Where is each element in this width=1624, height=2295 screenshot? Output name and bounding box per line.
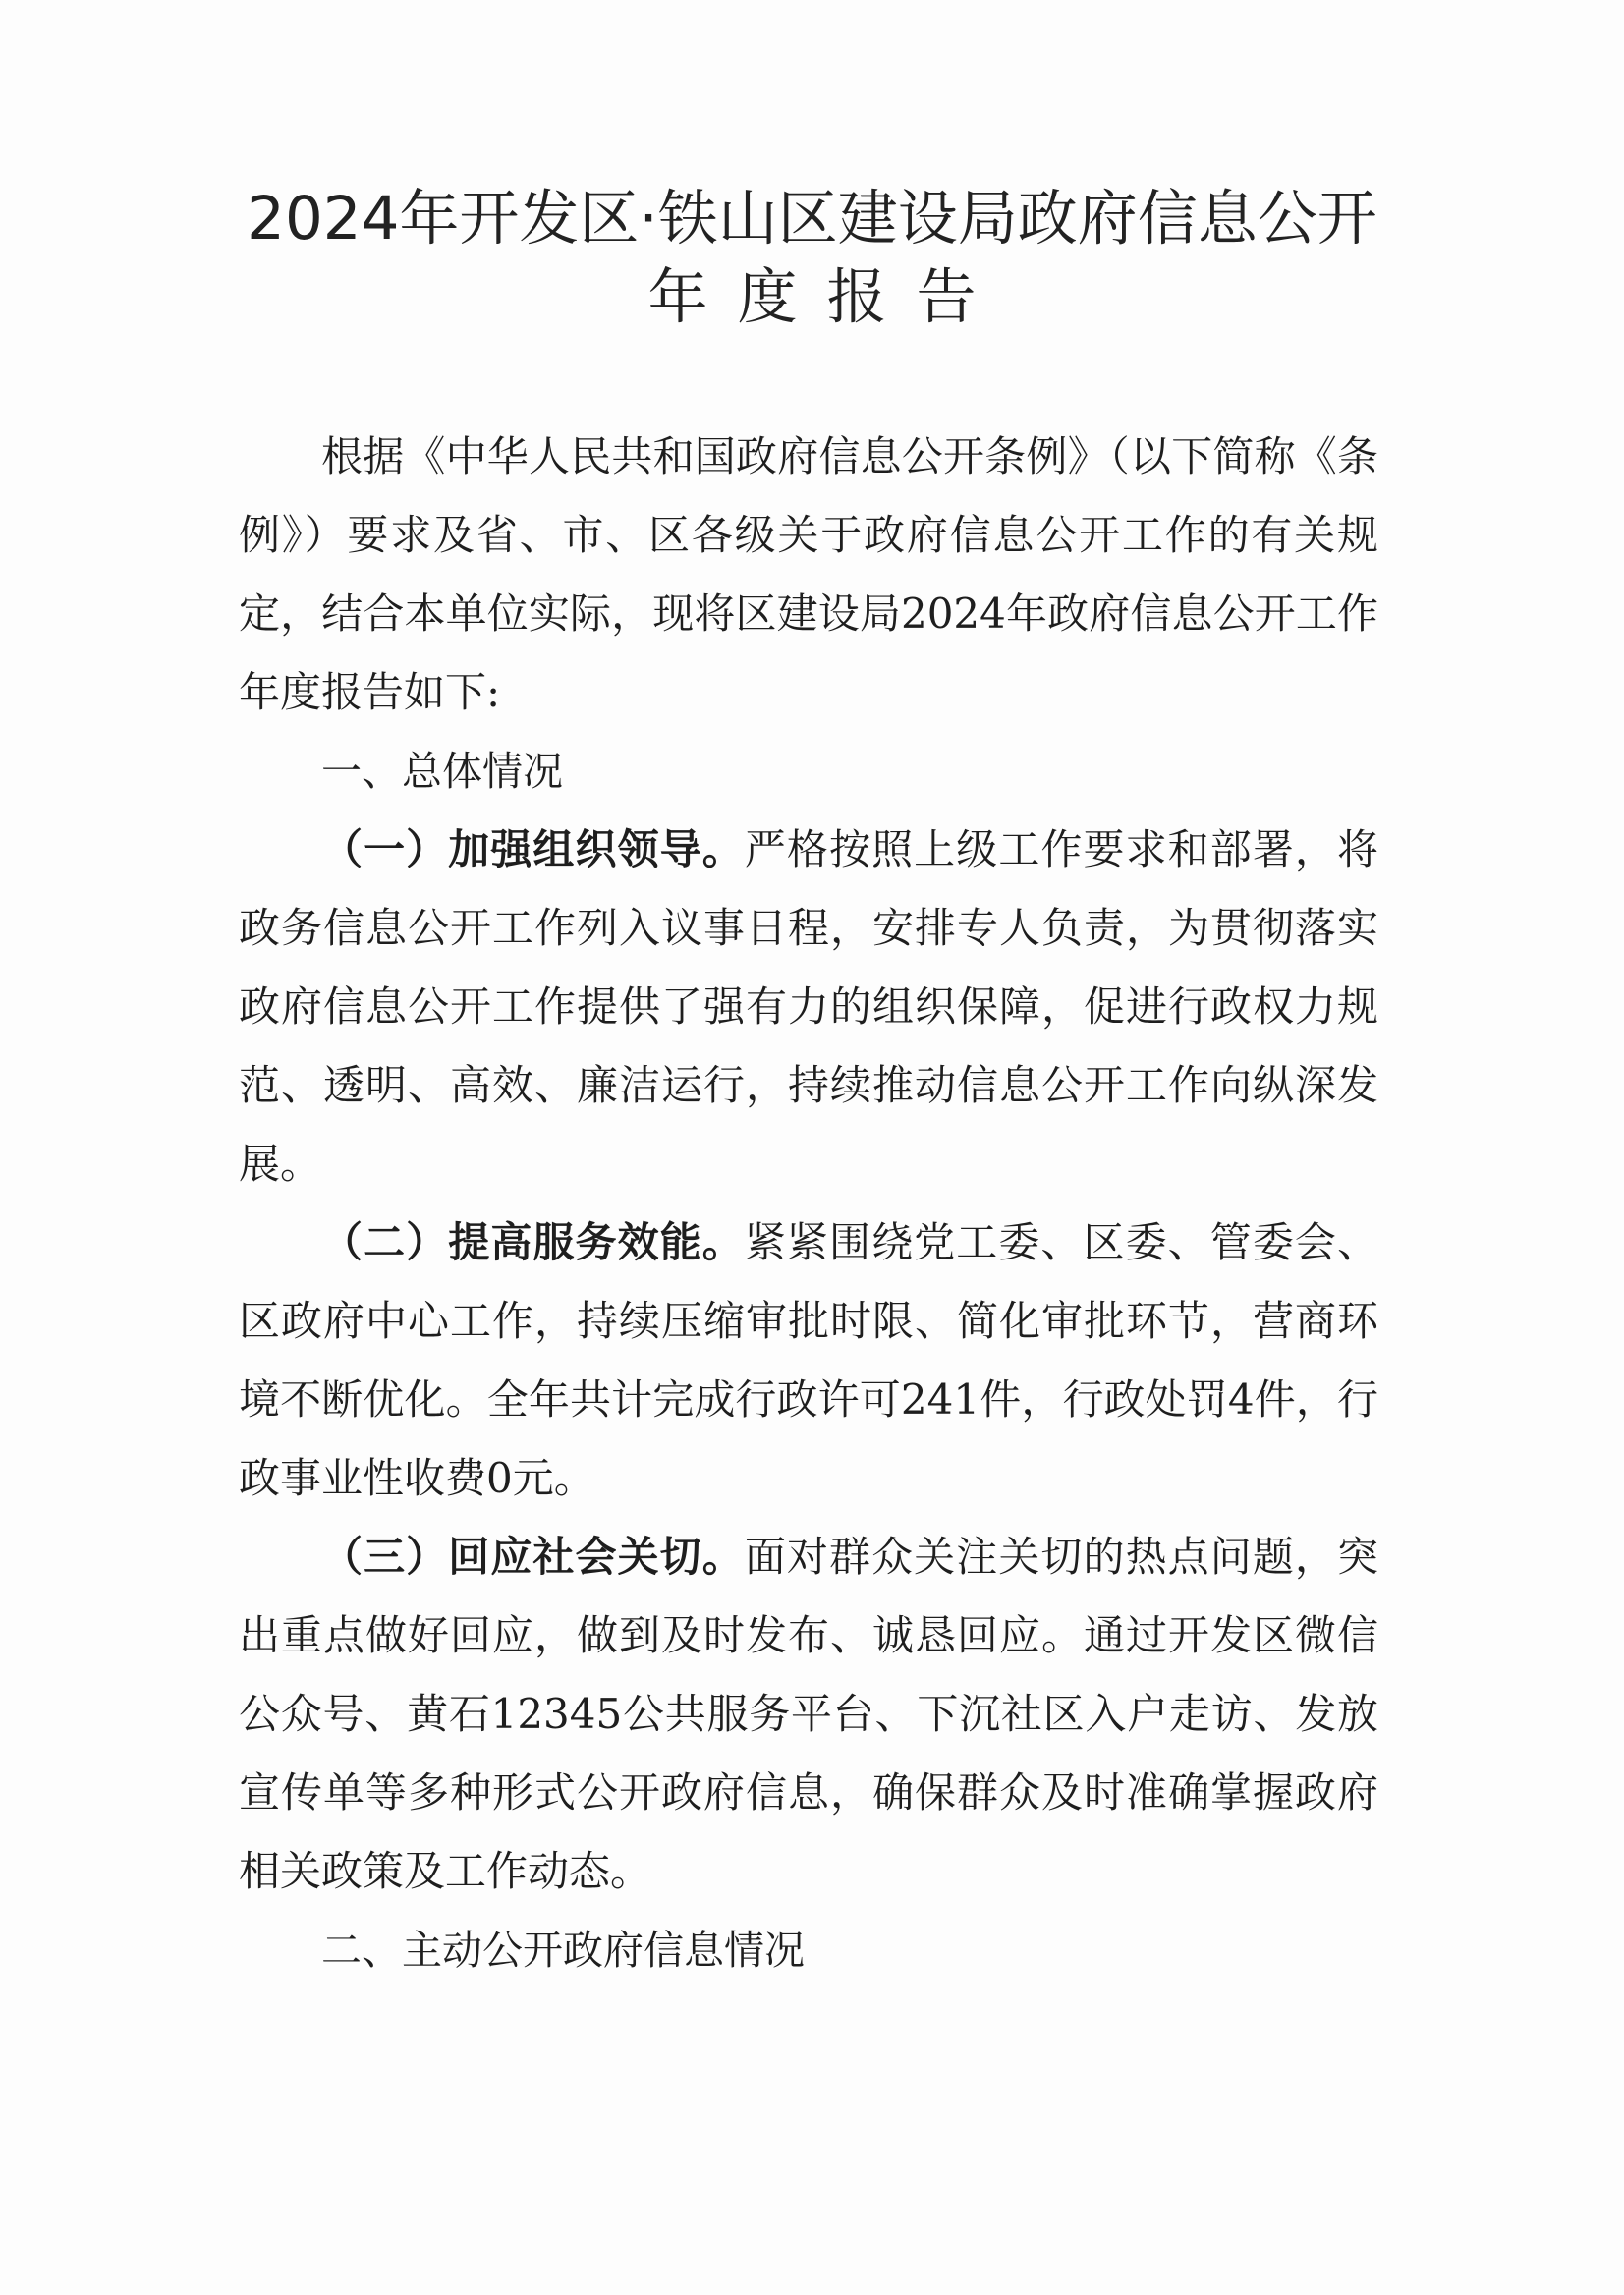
section1-heading: 一、总体情况 bbox=[321, 748, 563, 795]
document-title-line2: 年度报告 bbox=[647, 262, 1006, 332]
sub2-text: 紧紧围绕党工委、区委、管委会、区政府中心工作，持续压缩审批时限、简化审批环节，营商环境不断优化。全年共计完成行政许可241件，行政处罚4件，行政事业性收费0元。 bbox=[239, 1218, 1378, 1502]
sub3-paragraph bbox=[239, 1518, 1378, 1911]
sub3-lead: （三）回应社会关切。 bbox=[321, 1533, 745, 1581]
sub1-paragraph bbox=[239, 811, 1378, 1203]
sub2-lead: （二）提高服务效能。 bbox=[321, 1218, 745, 1266]
document-body bbox=[239, 418, 1378, 1989]
section2-heading: 二、主动公开政府信息情况 bbox=[321, 1927, 805, 1974]
sub2-paragraph bbox=[239, 1203, 1378, 1518]
sub1-lead: （一）加强组织领导。 bbox=[321, 825, 745, 873]
intro-paragraph: 根据《中华人民共和国政府信息公开条例》（以下简称《条例》）要求及省、市、区各级关于政府信息公开工作的有关规定，结合本单位实际，现将区建设局2024年政府信息公开工作年度报告如下: bbox=[239, 432, 1378, 716]
document-title-line1: 2024年开发区·铁山区建设局政府信息公开 bbox=[247, 184, 1377, 253]
sub3-text: 面对群众关注关切的热点问题，突出重点做好回应，做到及时发布、诚恳回应。通过开发区微信公众号、黄石12345公共服务平台、下沉社区入户走访、发放宣传单等多种形式公开政府信息，确保群众及时准确掌握政府相关政策及工作动态。 bbox=[239, 1533, 1378, 1895]
sub1-text: 严格按照上级工作要求和部署，将政务信息公开工作列入议事日程，安排专人负责，为贯彻落实政府信息公开工作提供了强有力的组织保障，促进行政权力规范、透明、高效、廉洁运行，持续推动信息公开工作向纵深发展。 bbox=[239, 825, 1378, 1188]
